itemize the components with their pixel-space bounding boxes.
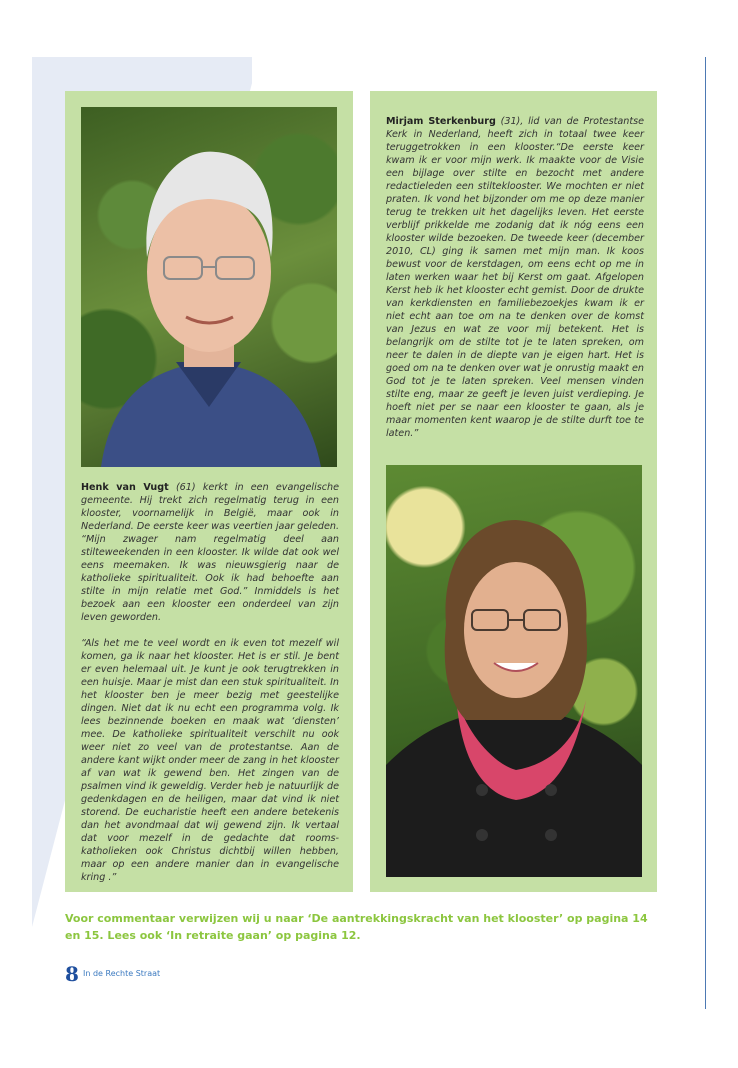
henk-intro: kerkt in een evangelische gemeente. Hij trekt zich regelmatig terug in een klooster, voornamelijk in België, maar ook in Nederland. De eerste keer was veertien jaar geleden. “Mijn zwager nam regelmatig deel aan stilteweekenden in een klooster. Ik wilde dat ook wel eens meemaken. Ik was nieuwsgierig naar de katholieke spiritualiteit. Ook ik had behoefte aan stilte in mijn relatie met God.” Inmiddels is het bezoek aan een klooster een onderdeel van zijn leven geworden. [81, 482, 340, 623]
page-edge-rule [705, 57, 706, 1009]
henk-portrait-illustration [81, 107, 337, 467]
henk-panel [65, 91, 353, 892]
mirjam-text [386, 115, 644, 453]
publication-name: In de Rechte Straat [83, 969, 161, 978]
mirjam-panel [370, 91, 657, 892]
henk-text [81, 481, 339, 897]
mirjam-body: lid van de Protestantse Kerk in Nederland, heeft zich in totaal twee keer teruggetrokken in een klooster.“De eerste keer kwam ik er voor mijn werk. Ik maakte voor de Visie een bijlage over stilte en bezocht met andere redactieleden een stilteklooster. We mochten er niet praten. Ik vond het bijzonder om me op deze manier terug te trekken uit het dagelijks leven. Het eerste verblijf prikkelde me zodanig dat ik nóg eens een klooster wilde bezoeken. De tweede keer (december 2010, CL) ging ik samen met mijn man. Ik koos bewust voor de kerstdagen, om eens echt op me in laten werken waar het bij Kerst om gaat. Afgelopen Kerst heb ik het klooster echt gemist. Door de drukte van kerkdiensten en familiebezoekjes kwam ik er niet echt aan toe om na te denken over de komst van Jezus en wat ze voor mij betekent. Het is belangrijk om de stilte tot je te laten spreken, om neer te dalen in de diepte van je eigen hart. Het is goed om na te denken over wat je onrustig maakt en God tot je te laten spreken. Veel mensen vinden stilte eng, maar ze geeft je leven juist verdieping. Je hoeft niet per se naar een klooster te gaan, als je maar momenten kent waarop je de stilte durft toe te laten.” [386, 116, 644, 439]
mirjam-paragraph [386, 115, 644, 440]
henk-age: (61) [175, 482, 196, 493]
page-number: 8 [65, 962, 79, 986]
henk-name: Henk van Vugt [81, 482, 169, 493]
henk-photo [81, 107, 337, 467]
mirjam-photo [386, 465, 642, 877]
mirjam-age: (31), [500, 116, 524, 127]
mirjam-portrait-illustration [386, 465, 642, 877]
henk-quote: “Als het me te veel wordt en ik even tot mezelf wil komen, ga ik naar het klooster. Het is er stil. Je bent er even helemaal uit. Je kunt je ook terugtrekken in een huisje. Maar je mist dan een stuk spiritualiteit. In het klooster ben je meer bezig met geestelijke dingen. Niet dat ik nu echt een programma volg. Ik lees bezinnende boeken en maak wat ‘diensten’ mee. De katholieke spiritualiteit verschilt nu ook weer niet zo veel van de protestantse. Aan de andere kant wijkt onder meer de zang in het klooster af van wat ik gewend ben. Het zingen van de psalmen vind ik geweldig. Verder heb je natuurlijk de gedenkdagen en de heiligen, maar dat vind ik niet storend. De eucharistie heeft een andere betekenis dan het avondmaal dat wij gewend zijn. Ik vertaal dat voor mezelf in de gedachte dat rooms-katholieken ook Christus dichtbij willen hebben, maar op een andere manier dan in evangelische kring .” [81, 638, 339, 883]
mirjam-name: Mirjam Sterkenburg [386, 116, 496, 127]
footer-note: Voor commentaar verwijzen wij u naar ‘De aantrekkingskracht van het klooster’ op pagina 14 en 15. Lees ook ‘In retraite gaan’ op pagina 12. [65, 912, 648, 942]
henk-intro-paragraph [81, 481, 339, 624]
